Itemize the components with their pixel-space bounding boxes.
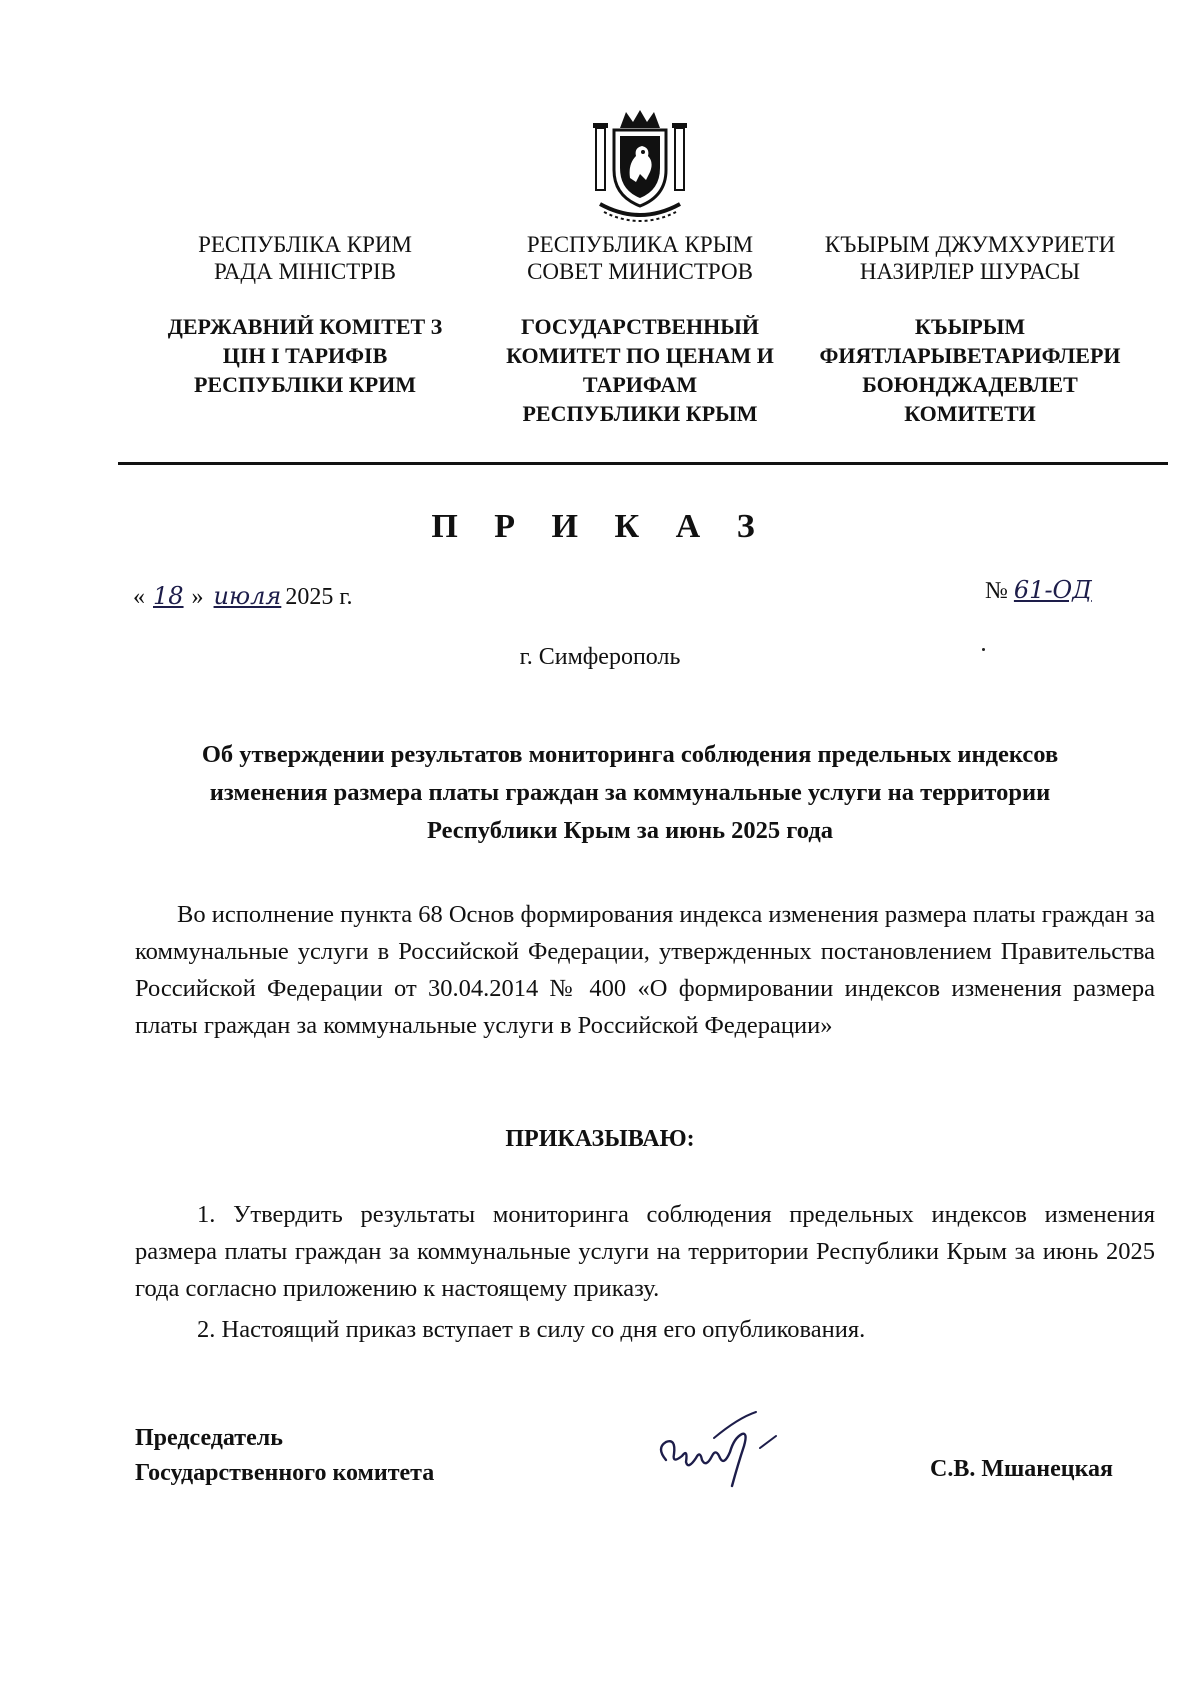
header-col3-line1: КЪЫРЫМ ДЖУМХУРИЕТИ bbox=[824, 232, 1116, 257]
number-label: № bbox=[985, 578, 1008, 604]
header-col1-org3: РЕСПУБЛІКИ КРИМ bbox=[193, 372, 417, 397]
header-col2-org4: РЕСПУБЛИКИ КРЫМ bbox=[522, 401, 758, 426]
stray-mark bbox=[982, 648, 985, 651]
order-item-2: 2. Настоящий приказ вступает в силу со дня его опубликования. bbox=[197, 1316, 866, 1343]
signatory-name: С.В. Мшанецкая bbox=[930, 1456, 1114, 1482]
document-subject: Об утверждении результатов мониторинга соблюдения предельных индексов изменения размера платы граждан за коммунальные услуги на территории Республики Крым за июнь 2025 года bbox=[201, 741, 1059, 844]
document-city: г. Симферополь bbox=[519, 644, 681, 670]
header-col3-line2: НАЗИРЛЕР ШУРАСЫ bbox=[859, 259, 1081, 284]
header-col2-line1: РЕСПУБЛИКА КРЫМ bbox=[526, 232, 754, 257]
document-date bbox=[133, 582, 352, 611]
document-number bbox=[985, 576, 1098, 605]
header-col3-org4: КОМИТЕТИ bbox=[904, 401, 1036, 426]
header-col2-org1: ГОСУДАРСТВЕННЫЙ bbox=[521, 314, 759, 339]
header-col3-org bbox=[800, 312, 1140, 428]
date-close-quote: » bbox=[191, 584, 204, 610]
header-divider bbox=[118, 462, 1168, 465]
header-col3-org3: БОЮНДЖАДЕВЛЕТ bbox=[862, 372, 1078, 397]
header-col1-line2: РАДА МІНІСТРІВ bbox=[213, 259, 397, 284]
position-line2: Государственного комитета bbox=[135, 1460, 435, 1486]
coat-of-arms-icon bbox=[590, 108, 690, 226]
date-year: 2025 г. bbox=[285, 584, 353, 610]
date-day: 18 bbox=[153, 582, 184, 610]
header-col2-org2: КОМИТЕТ ПО ЦЕНАМ И bbox=[506, 343, 774, 368]
header-col1-org bbox=[150, 312, 460, 399]
order-item-1: 1. Утвердить результаты мониторинга соблюдения предельных индексов изменения размера платы граждан за коммунальные услуги на территории Республики Крым за июнь 2025 года согласно приложению к настоящему приказу. bbox=[135, 1201, 1155, 1302]
date-open-quote: « bbox=[133, 584, 145, 610]
document-preamble: Во исполнение пункта 68 Основ формирования индекса изменения размера платы граждан за коммунальные услуги в Российской Федерации, утвержденных постановлением Правительства Российской Федерации от 30.04.2014 № 400 «О формировании индексов изменения размера платы граждан за коммунальные услуги в Российской Федерации» bbox=[135, 901, 1155, 1039]
document-title: П Р И К А З bbox=[431, 508, 769, 545]
header-col2-title bbox=[490, 231, 790, 285]
header-col2-org bbox=[490, 312, 790, 428]
date-month: июля bbox=[213, 582, 282, 610]
position-line1: Председатель bbox=[135, 1425, 283, 1451]
header-col1-line1: РЕСПУБЛІКА КРИМ bbox=[198, 232, 412, 257]
header-col2-org3: ТАРИФАМ bbox=[582, 372, 698, 397]
signatory-position bbox=[135, 1421, 434, 1491]
number-value: 61-ОД bbox=[1013, 576, 1092, 604]
header-col1-org2: ЦІН І ТАРИФІВ bbox=[222, 343, 388, 368]
header-col1-title bbox=[155, 231, 455, 285]
header-col1-org1: ДЕРЖАВНИЙ КОМІТЕТ З bbox=[167, 314, 443, 339]
header-col3-title bbox=[800, 231, 1140, 285]
header-col2-line2: СОВЕТ МИНИСТРОВ bbox=[527, 259, 753, 284]
header-col3-org2: ФИЯТЛАРЫВЕТАРИФЛЕРИ bbox=[819, 343, 1121, 368]
order-word: ПРИКАЗЫВАЮ: bbox=[505, 1126, 695, 1152]
header-col3-org1: КЪЫРЫМ bbox=[914, 314, 1026, 339]
handwritten-signature bbox=[648, 1398, 818, 1493]
